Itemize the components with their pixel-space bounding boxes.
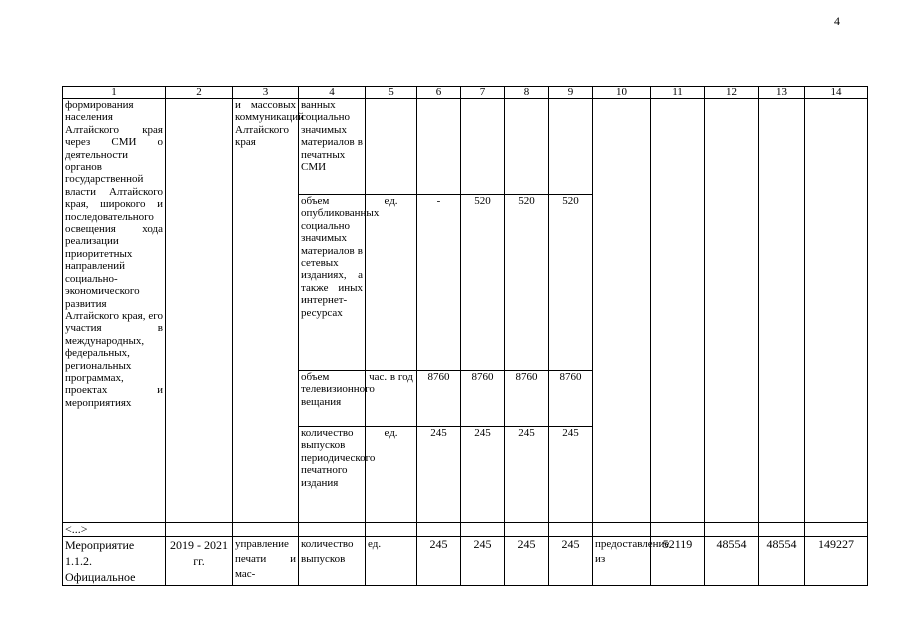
value-cell [461, 99, 505, 195]
header-cell: 4 [299, 87, 366, 99]
program-table [62, 86, 868, 586]
gap-row [63, 523, 868, 537]
measure-title: Мероприятие 1.1.2. Официальное [63, 537, 166, 586]
indicator-unit: ед. [366, 537, 417, 586]
period-cell: 2019 - 2021 гг. [166, 537, 233, 586]
responsible-executor: и массовых коммуникаций Алтайского края [233, 99, 299, 523]
header-cell: 6 [417, 87, 461, 99]
amount-cell: 48554 [705, 537, 759, 586]
empty-cell [651, 99, 705, 523]
value-cell [549, 99, 593, 195]
empty-cell [651, 523, 705, 537]
value-cell: 245 [549, 427, 593, 523]
empty-cell [593, 99, 651, 523]
indicator-unit: ед. [366, 195, 417, 371]
value-cell: 8760 [461, 371, 505, 427]
value-cell: 245 [461, 427, 505, 523]
indicator-name: количество выпусков периодического печатного издания [299, 427, 366, 523]
empty-cell [461, 523, 505, 537]
empty-cell [593, 523, 651, 537]
value-cell: 8760 [417, 371, 461, 427]
value-cell: 245 [549, 537, 593, 586]
value-cell: 520 [461, 195, 505, 371]
indicator-name: количество выпусков [299, 537, 366, 586]
value-cell: 8760 [549, 371, 593, 427]
indicator-unit: час. в год [366, 371, 417, 427]
header-cell: 7 [461, 87, 505, 99]
empty-cell [805, 99, 868, 523]
empty-cell [366, 523, 417, 537]
empty-cell [233, 523, 299, 537]
amount-cell: 52119 [651, 537, 705, 586]
header-cell: 13 [759, 87, 805, 99]
page-number: 4 [834, 14, 840, 28]
empty-cell [759, 523, 805, 537]
empty-cell [805, 523, 868, 537]
value-cell: 520 [549, 195, 593, 371]
indicator-name: объем опубликованных социально значимых материалов в сетевых изданиях, а также иных интернет-ресурсах [299, 195, 366, 371]
value-cell: 245 [417, 537, 461, 586]
empty-cell [549, 523, 593, 537]
header-cell: 9 [549, 87, 593, 99]
funding-source: предоставление из [593, 537, 651, 586]
empty-cell [505, 523, 549, 537]
indicator-unit: ед. [366, 427, 417, 523]
table-row [63, 537, 868, 586]
header-cell: 10 [593, 87, 651, 99]
amount-cell: 48554 [759, 537, 805, 586]
header-cell: 8 [505, 87, 549, 99]
empty-cell [417, 523, 461, 537]
gap-marker: <...> [63, 523, 166, 537]
indicator-name: объем телевизионного вещания [299, 371, 366, 427]
amount-cell: 149227 [805, 537, 868, 586]
empty-cell [705, 523, 759, 537]
header-cell: 5 [366, 87, 417, 99]
header-cell: 3 [233, 87, 299, 99]
value-cell: 8760 [505, 371, 549, 427]
header-row [63, 87, 868, 99]
empty-cell [299, 523, 366, 537]
value-cell [417, 99, 461, 195]
measure-description: формирования населения Алтайского края через СМИ о деятельности органов государственной власти Алтайского края, широкого и последовательного освещения хода реализации приоритетных направлений социально-экономического развития Алтайского края, его участия в международных, федеральных, региональных программах, проектах и мероприятиях [63, 99, 166, 523]
header-cell: 2 [166, 87, 233, 99]
value-cell: - [417, 195, 461, 371]
value-cell: 245 [505, 537, 549, 586]
indicator-unit [366, 99, 417, 195]
empty-cell [166, 523, 233, 537]
value-cell: 245 [505, 427, 549, 523]
empty-cell [759, 99, 805, 523]
empty-cell [166, 99, 233, 523]
header-cell: 11 [651, 87, 705, 99]
value-cell: 245 [417, 427, 461, 523]
indicator-name: ванных социально значимых материалов в печатных СМИ [299, 99, 366, 195]
responsible-executor: управление печати и мас- [233, 537, 299, 586]
value-cell: 520 [505, 195, 549, 371]
header-cell: 12 [705, 87, 759, 99]
empty-cell [705, 99, 759, 523]
header-cell: 1 [63, 87, 166, 99]
value-cell [505, 99, 549, 195]
value-cell: 245 [461, 537, 505, 586]
table-row [63, 99, 868, 195]
header-cell: 14 [805, 87, 868, 99]
